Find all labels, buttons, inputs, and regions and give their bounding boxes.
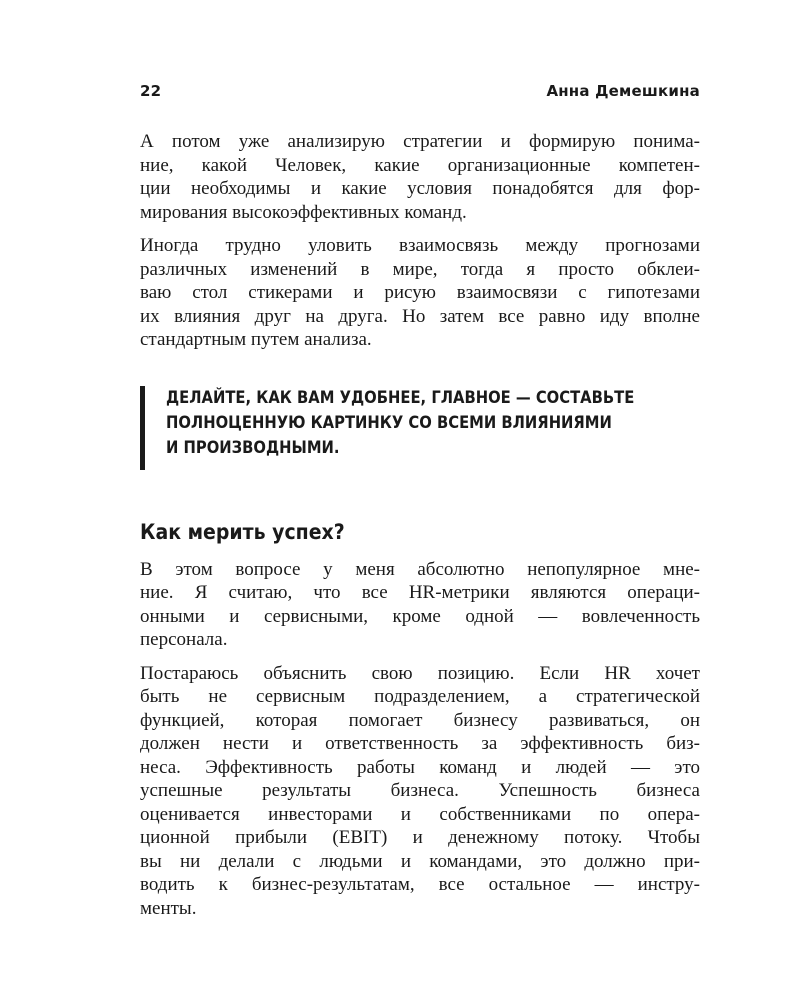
quote-line: ДЕЛАЙТЕ, КАК ВАМ УДОБНЕЕ, ГЛАВНОЕ — СОСТАВЬТЕ bbox=[166, 387, 635, 408]
text-line: Иногда трудно уловить взаимосвязь между прогнозами bbox=[140, 235, 700, 256]
section-heading: Как мерить успех? bbox=[140, 519, 345, 544]
text-line: быть не сервисным подразделением, а стратегической bbox=[140, 686, 700, 707]
pull-quote-text bbox=[166, 386, 635, 461]
text-line: Постараюсь объяснить свою позицию. Если HR хочет bbox=[140, 662, 700, 684]
text-line: неса. Эффективность работы команд и людей — это bbox=[140, 756, 700, 778]
paragraph-strategy bbox=[140, 130, 700, 224]
book-page bbox=[140, 82, 700, 930]
text-line: успешные результаты бизнеса. Успешность бизнеса bbox=[140, 780, 700, 801]
text-line: ционной прибыли (EBIT) и денежному потоку. Чтобы bbox=[140, 827, 700, 848]
text-line: онными и сервисными, кроме одной — вовлеченность bbox=[140, 605, 700, 627]
text-line: функцией, которая помогает бизнесу развиваться, он bbox=[140, 709, 700, 731]
pull-quote bbox=[140, 386, 700, 470]
text-line: их влияния друг на друга. Но затем все равно иду вполне bbox=[140, 305, 700, 327]
text-line: ваю стол стикерами и рисую взаимосвязи с гипотезами bbox=[140, 282, 700, 303]
text-line: персонала. bbox=[140, 629, 228, 650]
paragraph-position bbox=[140, 662, 700, 921]
paragraph-opinion bbox=[140, 558, 700, 652]
quote-line: И ПРОИЗВОДНЫМИ. bbox=[166, 437, 340, 458]
text-line: менты. bbox=[140, 897, 197, 919]
paragraph-stickers bbox=[140, 234, 700, 352]
text-line: оценивается инвесторами и собственниками по опера- bbox=[140, 803, 700, 825]
text-line: различных изменений в мире, тогда я просто обклеи- bbox=[140, 258, 700, 280]
text-line: стандартным путем анализа. bbox=[140, 329, 372, 350]
text-line: ние, какой Человек, какие организационные компетен- bbox=[140, 154, 700, 176]
text-line: ние. Я считаю, что все HR-метрики являются операци- bbox=[140, 582, 700, 603]
quote-bar bbox=[140, 386, 145, 470]
running-header bbox=[140, 82, 700, 106]
page-number: 22 bbox=[140, 82, 162, 100]
author-name: Анна Демешкина bbox=[546, 82, 700, 100]
text-line: ции необходимы и какие условия понадобятся для фор- bbox=[140, 178, 700, 199]
text-line: В этом вопросе у меня абсолютно непопулярное мне- bbox=[140, 558, 700, 580]
text-line: водить к бизнес-результатам, все остальное — инстру- bbox=[140, 874, 700, 895]
text-line: А потом уже анализирую стратегии и формирую понима- bbox=[140, 131, 700, 152]
quote-line: ПОЛНОЦЕННУЮ КАРТИНКУ СО ВСЕМИ ВЛИЯНИЯМИ bbox=[166, 412, 612, 433]
text-line: вы ни делали с людьми и командами, это должно при- bbox=[140, 850, 700, 872]
text-line: должен нести и ответственность за эффективность биз- bbox=[140, 733, 700, 754]
text-line: мирования высокоэффективных команд. bbox=[140, 201, 467, 223]
